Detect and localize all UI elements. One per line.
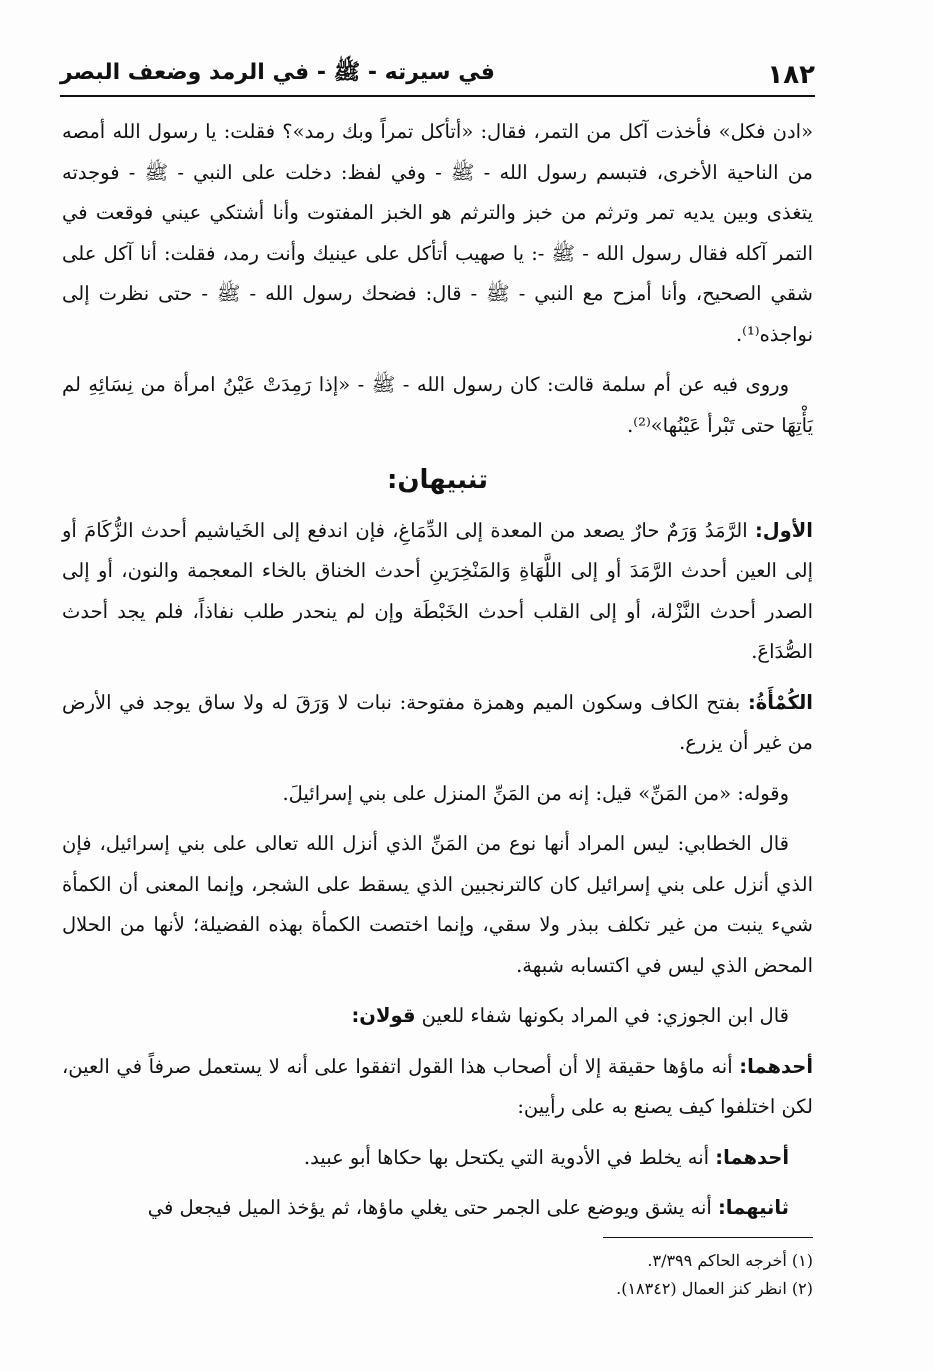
paragraph: «ادن فكل» فأخذت آكل من التمر، فقال: «أتأكل تمراً وبك رمد»؟ فقلت: يا رسول الله أمصه من الناحية الأخرى، فتبسم رسول الله - ﷺ - وفي لفظ: دخلت على النبي - ﷺ - فوجدته يتغذى وبين يديه تمر وترثم من خبز والترثم هو الخبز المفتوت وأنا أشتكي عيني فوقعت في التمر آكله فقال رسول الله - ﷺ -: يا صهيب أتأكل على عينيك وأنت رمد، فقلت: أنا آكل على شقي الصحيح، وأنا أمزح مع النبي - ﷺ - قال: فضحك رسول الله - ﷺ - حتى نظرت إلى نواجذه⁽¹⁾. <box>62 120 813 346</box>
note-text: الرَّمَدُ وَرَمٌ حارٌ يصعد من المعدة إلى الدِّمَاغِ، فإن اندفع إلى الخَياشيم أحدث الزُّكَامَ أو إلى العين أحدث الرَّمَدَ أو إلى اللَّهَاةِ وَالمَنْخِرَينِ أحدث الخناق بالخاء المعجمة والنون، أو إلى الصدر أحدث النَّزْلة، أو إلى القلب أحدث الخَبْطَة وإن لم ينحدر طلب نفاذاً، فلم يجد أحدث الصُّدَاعَ. <box>62 518 813 663</box>
note-paragraph <box>62 996 813 1037</box>
note-paragraph <box>62 1188 813 1229</box>
page-header <box>60 48 815 90</box>
footnote: (٢) انظر كنز العمال (١٨٣٤٢). <box>616 1279 813 1298</box>
note-lead: أحدهما: <box>715 1145 789 1169</box>
note-lead: أحدهما: <box>739 1054 813 1078</box>
footnote: (١) أخرجه الحاكم ٣/٣٩٩. <box>647 1251 813 1270</box>
note-tail: قولان: <box>351 1004 416 1027</box>
footnotes <box>213 1247 813 1303</box>
note-text: بفتح الكاف وسكون الميم وهمزة مفتوحة: نبات لا وَرَقَ له ولا ساق يوجد في الأرض من غير أن يزرع. <box>62 690 813 754</box>
section-title: تنبيهان: <box>386 465 489 495</box>
page-body <box>62 112 813 1239</box>
header-rule <box>60 95 815 97</box>
note-text: قال الخطابي: ليس المراد أنها نوع من المَنِّ الذي أنزل الله تعالى على بني إسرائيل، فإن الذي أنزل على بني إسرائيل كان كالترنجبين الذي يسقط على الشجر، وإنما المعنى أن الكمأة شيء ينبت من غير تكلف ببذر ولا سقي، وإنما اختصت الكمأة بهذه الفضيلة؛ لأنها من الحلال المحض الذي ليس في اكتسابه شبهة. <box>62 832 813 977</box>
note-paragraph <box>62 1047 813 1128</box>
note-paragraph <box>62 1138 813 1179</box>
note-paragraph <box>62 511 813 673</box>
note-lead: الأول: <box>754 518 813 542</box>
note-text: أنه يشق ويوضع على الجمر حتى يغلي ماؤها، ثم يؤخذ الميل فيجعل في <box>147 1196 718 1219</box>
note-text: قال ابن الجوزي: في المراد بكونها شفاء للعين <box>415 1004 789 1027</box>
note-paragraph <box>62 683 813 764</box>
note-paragraph <box>62 774 813 815</box>
note-text: أنه يخلط في الأدوية التي يكتحل بها حكاها أبو عبيد. <box>303 1145 716 1169</box>
note-lead: ثانيهما: <box>718 1196 789 1219</box>
note-text: أنه ماؤها حقيقة إلا أن أصحاب هذا القول اتفقوا على أنه لا يستعمل صرفاً في العين، لكن اختلفوا كيف يصنع به على رأيين: <box>62 1054 813 1118</box>
page-number: ١٨٢ <box>767 60 815 90</box>
note-lead: الكُمْأَةُ: <box>747 690 813 714</box>
running-title: في سيرته - ﷺ - في الرمد وضعف البصر <box>60 60 495 85</box>
footnote-rule <box>603 1237 813 1238</box>
note-text: وقوله: «من المَنِّ» قيل: إنه من المَنِّ المنزل على بني إسرائيلَ. <box>282 781 789 805</box>
paragraph: وروى فيه عن أم سلمة قالت: كان رسول الله - ﷺ - «إذا رَمِدَتْ عَيْنُ امرأة من نِسَائِهِ لم يَأْتِهَا حتى تَبْرأ عَيْنُها»⁽²⁾. <box>62 373 813 437</box>
note-paragraph <box>62 824 813 986</box>
